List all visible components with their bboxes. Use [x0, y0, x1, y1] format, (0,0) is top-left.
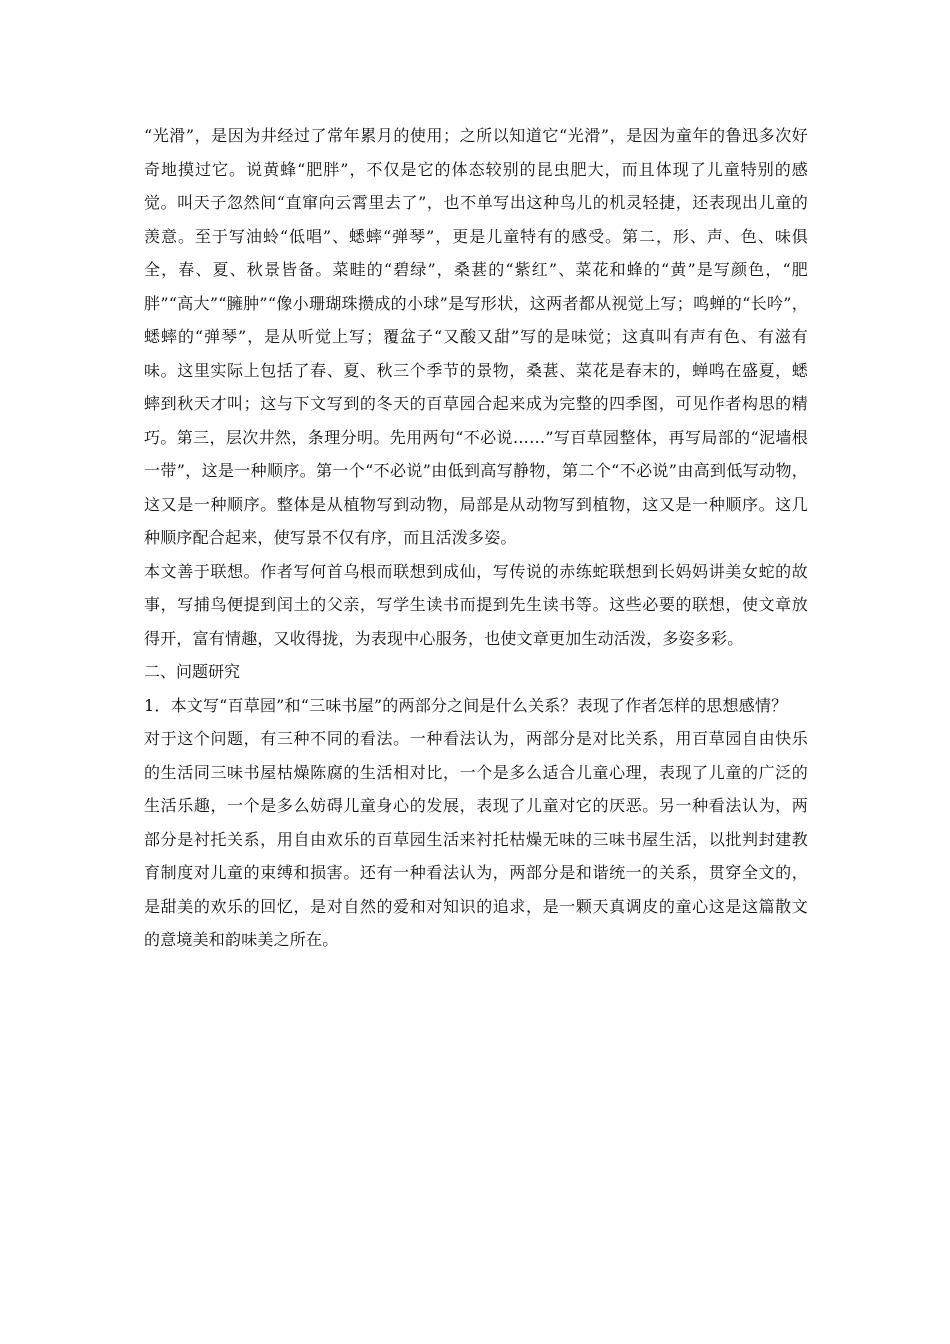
- paragraph-answer-views: 对于这个问题，有三种不同的看法。一种看法认为，两部分是对比关系，用百草园自由快乐的生活同三味书屋枯燥陈腐的生活相对比，一个是多么适合儿童心理，表现了儿童的广泛的生活乐趣，一个是多么妨碍儿童身心的发展，表现了儿童对它的厌恶。另一种看法认为，两部分是衬托关系，用自由欢乐的百草园生活来衬托枯燥无味的三味书屋生活，以批判封建教育制度对儿童的束缚和损害。还有一种看法认为，两部分是和谐统一的关系，贯穿全文的，是甜美的欢乐的回忆，是对自然的爱和对知识的追求，是一颗天真调皮的童心这是这篇散文的意境美和韵味美之所在。: [144, 729, 808, 949]
- paragraph-association: 本文善于联想。作者写何首乌根而联想到成仙，写传说的赤练蛇联想到长妈妈讲美女蛇的故事，写捕鸟便提到闰土的父亲，写学生读书而提到先生读书等。这些必要的联想，使文章放得开，富有情趣，又收得拢，为表现中心服务，也使文章更加生动活泼，多姿多彩。: [144, 561, 808, 648]
- section-heading-problem-research: 二、问题研究: [144, 662, 241, 681]
- question-1: 1．本文写“百草园”和“三味书屋”的两部分之间是什么关系？表现了作者怎样的思想感情？: [144, 695, 788, 715]
- paragraph-analysis-continued: “光滑”，是因为井经过了常年累月的使用；之所以知道它“光滑”，是因为童年的鲁迅多次好奇地摸过它。说黄蜂“肥胖”，不仅是它的体态较别的昆虫肥大，而且体现了儿童特别的感觉。叫天子忽然间“直窜向云霄里去了”，也不单写出这种鸟儿的机灵轻捷，还表现出儿童的羡意。至于写油蛉“低唱”、蟋蟀“弹琴”，更是儿童特有的感受。第二，形、声、色、味俱全，春、夏、秋景皆备。菜畦的“碧绿”，桑葚的“紫红”、菜花和蜂的“黄”是写颜色，“肥胖”“高大”“臃肿”“像小珊瑚珠攒成的小球”是写形状，这两者都从视觉上写；鸣蝉的“长吟”，蟋蟀的“弹琴”，是从听觉上写；覆盆子“又酸又甜”写的是味觉；这真叫有声有色、有滋有味。这里实际上包括了春、夏、秋三个季节的景物，桑葚、菜花是春末的，蝉鸣在盛夏，蟋蟀到秋天才叫；这与下文写到的冬天的百草园合起来成为完整的四季图，可见作者构思的精巧。第三，层次井然，条理分明。先用两句“不必说……”写百草园整体，再写局部的“泥墙根一带”，这是一种顺序。第一个“不必说”由低到高写静物，第二个“不必说”由高到低写动物，这又是一种顺序。整体是从植物写到动物，局部是从动物写到植物，这又是一种顺序。这几种顺序配合起来，使写景不仅有序，而且活泼多姿。: [144, 126, 808, 547]
- document-body: [144, 119, 808, 957]
